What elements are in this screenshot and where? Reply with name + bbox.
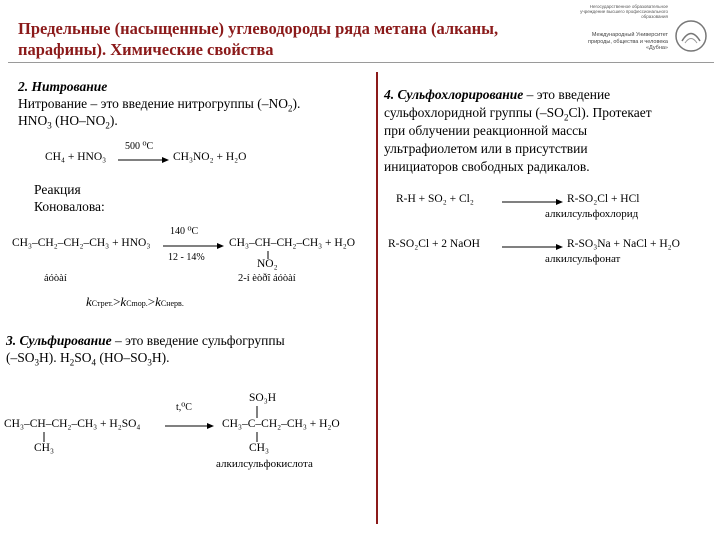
page-title [18, 18, 578, 60]
sulfonation-sulfo-group: SO₃H [249, 392, 277, 404]
university-logo [574, 4, 714, 62]
reaction-arrow-icon [118, 156, 170, 166]
neutralization-products: R-SO₃Na + NaCl + H₂O [567, 238, 680, 250]
konovalov-label-butane: áóòàí [44, 273, 67, 284]
sulfonation-products: CH₃–C–CH₂–CH₃ + H₂O [222, 418, 340, 430]
sulfochlorination-line-1: 4. Сульфохлорирование – это введение [384, 87, 611, 102]
sulfochlorination-line-5: инициаторов свободных радикалов. [384, 159, 590, 174]
sulfonation-definition: 3. Сульфирование – это введение сульфогруппы [6, 333, 285, 348]
reaction-arrow-icon [502, 198, 564, 208]
sulfonation-condition: t,⁰C [176, 402, 192, 413]
bond-line-icon [256, 406, 258, 418]
title-line-2: парафины). Химические свойства [18, 40, 274, 59]
sulfochlorination-line-4: ультрафиолетом или в присутствии [384, 141, 588, 156]
reaction-arrow-icon [163, 242, 225, 252]
konovalov-label-line-1: Реакция [34, 182, 81, 197]
reaction-arrow-icon [502, 243, 564, 253]
sulfonation-product-methyl: CH₃ [249, 442, 269, 454]
rate-relation: kСтрет.>kCmop.>kСнерв. [86, 294, 184, 309]
sulfonation-reactant-methyl: CH₃ [34, 442, 54, 454]
nitration-definition: Нитрование – это введение нитрогруппы $(-NO_2)$. [18, 96, 301, 114]
sulfonation-product-label: алкилсульфокислота [216, 458, 313, 470]
sulfochlorination-reactants: R-H + SO₂ + Cl₂ [396, 193, 474, 205]
konovalov-nitro-group: NO₂ [257, 258, 278, 270]
nitration-reaction-products: CH₃NO₂ + H₂O [173, 151, 247, 163]
nitration-reagent: $HNO_3$ $(HO-NO_2)$. [18, 113, 118, 131]
title-line-1: Предельные (насыщенные) углеводороды ряда метана (алканы, [18, 19, 499, 38]
sulfonation-reagent: $(-SO_3H)$. $H_2SO_4$ $(HO-SO_3H)$. [6, 350, 170, 368]
neutralization-reactants: R-SO₂Cl + 2 NaOH [388, 238, 480, 250]
header-divider [8, 62, 714, 63]
sulfochlorination-product-label: алкилсульфохлорид [545, 208, 639, 220]
neutralization-product-label: алкилсульфонат [545, 253, 621, 265]
bond-line-icon [256, 432, 258, 442]
sulfochlorination-line-2: сульфохлоридной группы $(-SO_2Cl)$. Протекает [384, 105, 652, 123]
bond-line-icon [43, 432, 45, 442]
nitration-reaction-condition: 500 ⁰C [125, 141, 154, 152]
konovalov-products: CH₃–CH–CH₂–CH₃ + H₂O [229, 237, 356, 249]
university-emblem-icon [673, 18, 709, 54]
sulfochlorination-products: R-SO₂Cl + HCl [567, 193, 640, 205]
nitration-heading: 2. Нитрование [18, 79, 108, 94]
sulfonation-reactants: CH₃–CH–CH₂–CH₃ + H₂SO₄ [4, 418, 141, 430]
konovalov-label-nitrobutane: 2-í èòðî áóòàí [238, 273, 296, 284]
konovalov-reactants: CH₃–CH₂–CH₂–CH₃ + HNO₃ [12, 237, 151, 249]
logo-text-bottom: Международный Университет природы, общества и человека «Дубна» [588, 32, 668, 51]
nitration-reaction-reactants: CH₄ + HNO₃ [45, 151, 107, 163]
reaction-arrow-icon [165, 422, 215, 432]
logo-text-top: Негосударственное образовательное учреждение высшего профессионального образования [580, 4, 668, 20]
konovalov-concentration: 12 - 14% [168, 252, 205, 263]
konovalov-label-line-2: Коновалова: [34, 199, 105, 214]
konovalov-temperature: 140 ⁰C [170, 226, 199, 237]
sulfochlorination-line-3: при облучении реакционной массы [384, 123, 588, 138]
column-divider [376, 72, 378, 524]
